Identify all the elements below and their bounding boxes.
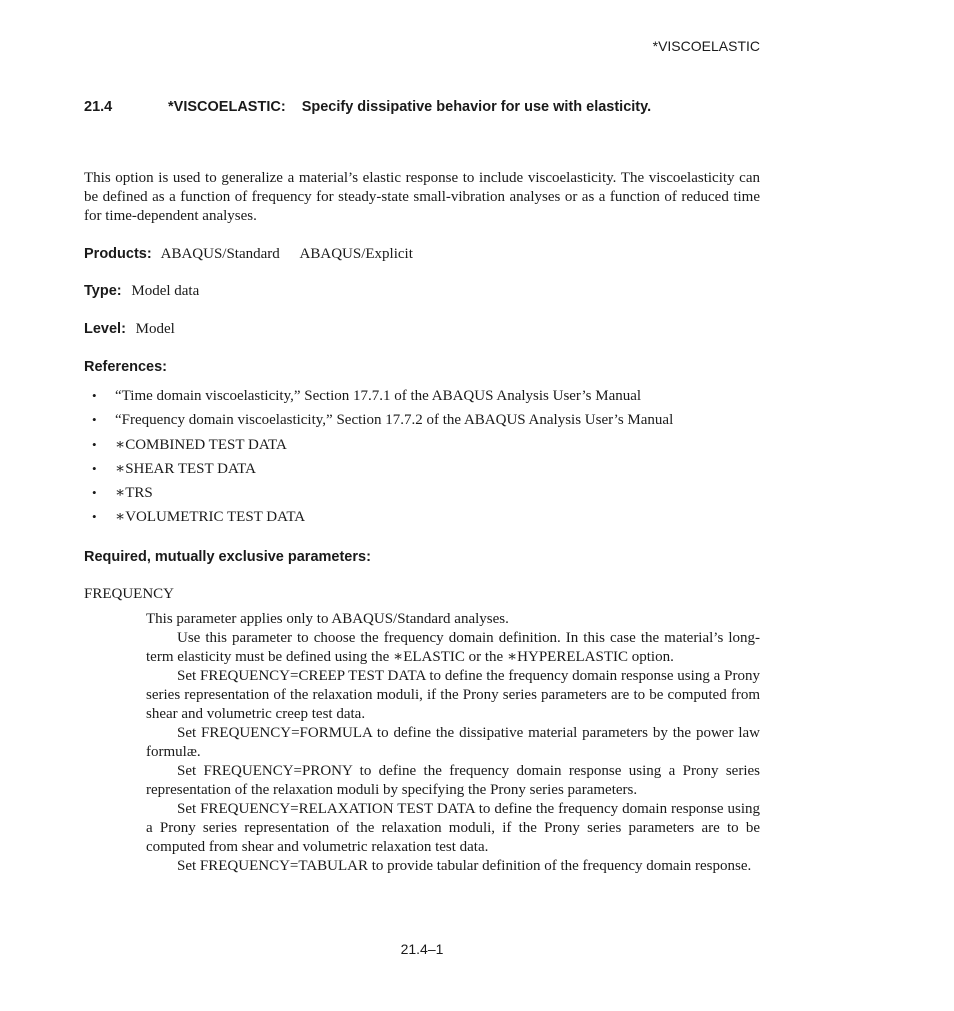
parameter-paragraph: Set FREQUENCY=TABULAR to provide tabular definition of the frequency domain response.	[177, 858, 752, 874]
page-number: 21.4–1	[400, 941, 444, 957]
parameter-paragraph: This parameter applies only to ABAQUS/Standard analyses.	[146, 611, 509, 627]
reference-text: ∗COMBINED TEST DATA	[115, 436, 287, 453]
level-label: Level:	[84, 321, 126, 337]
list-item	[92, 505, 673, 529]
list-item	[92, 457, 673, 481]
list-item	[92, 481, 673, 505]
required-parameters-heading: Required, mutually exclusive parameters:	[84, 549, 371, 565]
section-heading	[84, 99, 774, 115]
section-number: 21.4	[84, 99, 113, 115]
list-item	[92, 384, 673, 408]
product-value: ABAQUS/Standard	[160, 246, 280, 262]
running-header: *VISCOELASTIC	[652, 38, 760, 54]
reference-text: ∗VOLUMETRIC TEST DATA	[115, 509, 306, 526]
reference-text: ∗SHEAR TEST DATA	[115, 460, 256, 477]
bullet-icon: •	[92, 388, 97, 403]
bullet-icon: •	[92, 412, 97, 428]
type-value: Model data	[131, 283, 200, 299]
bullet-icon: •	[92, 485, 97, 501]
type-line	[84, 283, 199, 300]
type-label: Type:	[84, 283, 122, 299]
intro-paragraph: This option is used to generalize a material’s elastic response to include viscoelasticity. The viscoelasticity can be defined as a function of frequency for steady-state small-vibration analyses or as a function of reduced time for time-dependent analyses.	[84, 170, 760, 224]
reference-text: “Time domain viscoelasticity,” Section 17.7.1 of the ABAQUS Analysis User’s Manual	[115, 388, 642, 404]
bullet-icon: •	[92, 460, 97, 476]
parameter-paragraph: Use this parameter to choose the frequency domain definition. In this case the material’s long-term elasticity must be defined using the ∗ELASTIC or the ∗HYPERELASTIC option.	[146, 630, 760, 665]
bullet-icon: •	[92, 436, 97, 452]
products-label: Products:	[84, 246, 152, 262]
products-line	[84, 246, 413, 263]
parameter-description	[146, 610, 760, 876]
section-title: Specify dissipative behavior for use with elasticity.	[301, 99, 652, 115]
parameter-paragraph: Set FREQUENCY=RELAXATION TEST DATA to define the frequency domain response using a Prony series representation of the relaxation moduli, if the Prony series parameters are to be computed from shear and volumetric relaxation test data.	[146, 801, 760, 855]
parameter-name: FREQUENCY	[84, 586, 175, 602]
list-item	[92, 408, 673, 432]
section-keyword: *VISCOELASTIC:	[168, 99, 286, 115]
reference-text: “Frequency domain viscoelasticity,” Section 17.7.2 of the ABAQUS Analysis User’s Manual	[115, 412, 674, 429]
list-item	[92, 433, 673, 457]
references-list	[92, 384, 673, 530]
references-heading: References:	[84, 359, 168, 375]
parameter-paragraph: Set FREQUENCY=PRONY to define the frequency domain response using a Prony series representation of the relaxation moduli by specifying the Prony series parameters.	[146, 763, 760, 798]
level-value: Model	[135, 321, 175, 337]
level-line	[84, 321, 175, 338]
reference-text: ∗TRS	[115, 485, 153, 502]
parameter-paragraph: Set FREQUENCY=CREEP TEST DATA to define the frequency domain response using a Prony series representation of the relaxation moduli, if the Prony series parameters are to be computed from shear and volumetric creep test data.	[146, 668, 760, 722]
bullet-icon: •	[92, 509, 97, 525]
parameter-paragraph: Set FREQUENCY=FORMULA to define the dissipative material parameters by the power law formulæ.	[146, 725, 760, 760]
product-value: ABAQUS/Explicit	[299, 246, 413, 262]
